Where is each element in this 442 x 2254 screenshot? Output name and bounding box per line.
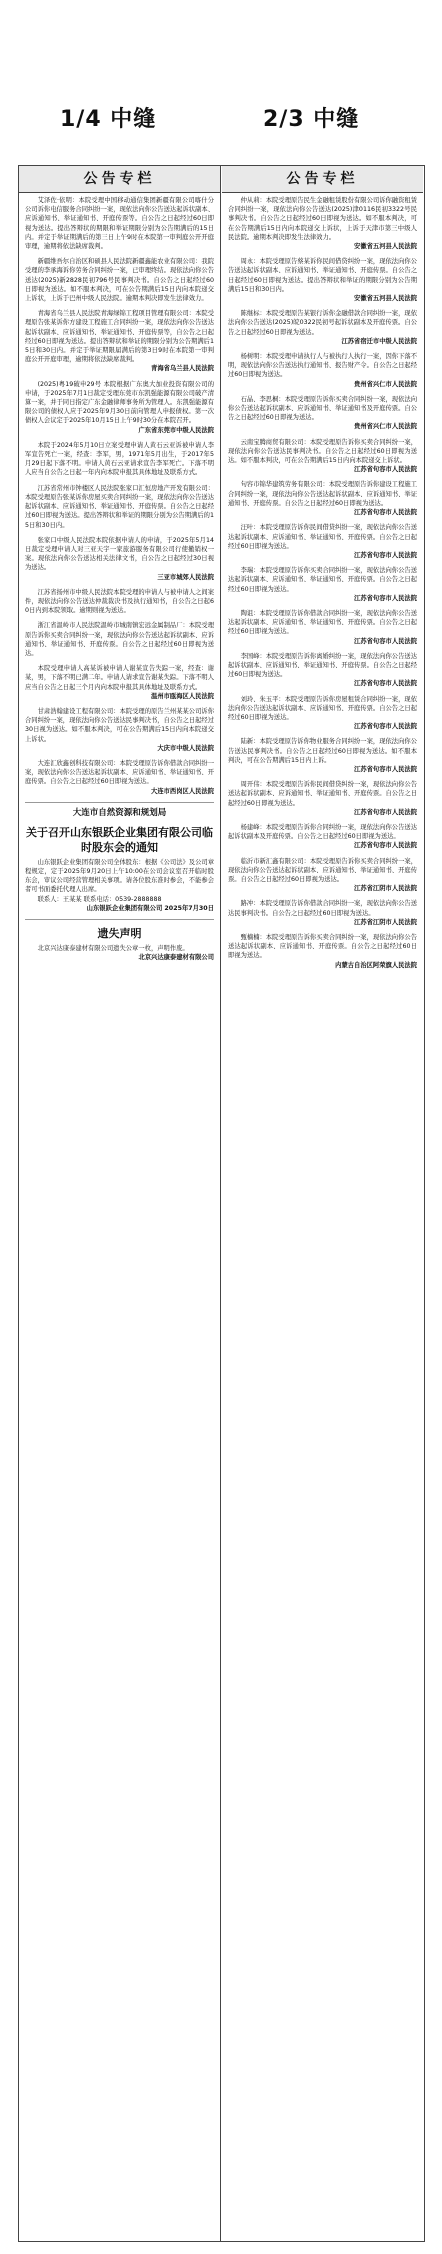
meeting-contact: 联系人：王某某 联系电话：0539-2888888 bbox=[37, 895, 162, 903]
fold-label-right: 2/3 中缝 bbox=[263, 107, 360, 132]
notice-text: (2025)粤19破申29号 本院根据广东奥大加业投资有限公司的申请，于2025年7月1日裁定受理东莞市东凯强能源有限公司破产清算一案，并于同日指定广东金融律师事务所为管理人。东凯强能源有限公司的债权人应于2025年9月30日前向管理人申报债权。第一次债权人会议定于2025年10月15日上午9时30分在本院召开。 bbox=[25, 380, 214, 425]
notice-signature: 江苏省句容市人民法院 bbox=[354, 466, 417, 474]
notice-item bbox=[228, 395, 417, 432]
lost-notice-text: 北京兴达康泰建材有限公司遗失公章一枚，声明作废。 bbox=[37, 945, 189, 952]
lost-notice-title: 遗失声明 bbox=[97, 927, 142, 940]
divider bbox=[25, 919, 214, 920]
left-notice-list bbox=[25, 196, 214, 796]
notice-signature: 温州市瓯海区人民法院 bbox=[151, 692, 214, 700]
meeting-notice bbox=[25, 858, 214, 913]
notice-item bbox=[228, 309, 417, 346]
divider bbox=[25, 802, 214, 803]
notice-text: 杨树明：本院受理申请执行人与被执行人执行一案，因你下落不明，现依法向你公告送达执行通知书、报告财产令。自公告之日起经过60日即视为送达。 bbox=[228, 353, 417, 379]
notice-item bbox=[228, 695, 417, 732]
notice-signature: 大连市西岗区人民法院 bbox=[151, 787, 214, 795]
notice-text: 张家口中级人民法院本院依据申请人的申请，于2025年5月14日裁定受理申请人对三亚天宇一家旅游服务有限公司行使撤销权一案。现依法向你公告送达相关法律文书，自公告之日起经过30日视为送达。 bbox=[25, 536, 214, 572]
notice-text: 本院受理申请人高某诉被申请人谢某宣告失踪一案，经查：谢某，男，下落不明已满二年。申请人请求宣告谢某失踪。下落不明人应当自公告之日起三个月内向本院申报其具体地址及联系方式。 bbox=[25, 665, 214, 691]
notice-text: 仲从莉：本院受理原告民生金融租赁股份有限公司诉你融资租赁合同纠纷一案，现依法向你公告送达(2025)津0116民初3322号民事判决书。自公告之日起经过60日即视为送达。如不服本判决，可在公告期满后15日内向本院递交上诉状，上诉于天津市第三中级人民法院。逾期本判决即发生法律效力。 bbox=[228, 197, 417, 241]
notice-text: 大连汇欣鑫创科技有限公司：本院受理原告诉你借款合同纠纷一案，现依法向你公告送达起诉状副本、应诉通知书、举证通知书、开庭传票。自公告之日起经过60日即视为送达。 bbox=[25, 759, 214, 786]
meeting-signature: 山东银跃企业集团有限公司 2025年7月30日 bbox=[86, 904, 214, 912]
notice-signature: 广东省东莞市中级人民法院 bbox=[138, 426, 214, 434]
notice-signature: 江苏省句容市人民法院 bbox=[354, 637, 417, 645]
notice-item bbox=[228, 480, 417, 517]
notice-text: 李瑞：本院受理原告诉你买卖合同纠纷一案，现依法向你公告送达起诉状副本、应诉通知书、举证通知书、开庭传票。自公告之日起经过60日即视为送达。 bbox=[228, 567, 417, 593]
notice-text: 陆新：本院受理原告诉你物业服务合同纠纷一案，现依法向你公告送达民事判决书。自公告之日起经过60日即视为送达。如不服本判决，可在公告期满后15日内上诉。 bbox=[228, 738, 417, 764]
right-notices bbox=[222, 193, 423, 970]
notice-text: 刘玲、朱玉平：本院受理原告诉你房屋租赁合同纠纷一案，现依法向你公告送达起诉状副本、应诉通知书、开庭传票。自公告之日起经过60日即视为送达。 bbox=[228, 695, 417, 721]
notice-text: 艾泽佐·依明：本院受理中国移动通信集团新疆有限公司喀什分公司诉你电信服务合同纠纷一案，现依法向你公告送达起诉状副本、应诉通知书、举证通知书、开庭传票等。自公告之日起经过60日即视为送达。提出答辩状的期限和举证期限分别为公告期满后的15日内。并定于举证期满后的第三日上午9时在本院第一审判庭公开开庭审理，逾期将依法缺席裁判。 bbox=[25, 197, 214, 251]
left-column bbox=[19, 166, 221, 2241]
notice-item bbox=[25, 536, 214, 582]
notice-item bbox=[228, 933, 417, 970]
notice-signature: 江苏省宿迁市中级人民法院 bbox=[341, 337, 417, 345]
notice-item bbox=[228, 566, 417, 603]
notice-item bbox=[228, 857, 417, 894]
right-column bbox=[222, 166, 423, 2241]
notice-item bbox=[228, 438, 417, 475]
fold-label-left: 1/4 中缝 bbox=[60, 107, 157, 132]
notice-item bbox=[228, 352, 417, 389]
notice-text: 陈继标：本院受理原告某银行诉你金融借款合同纠纷一案，现依法向你公告送达(2025)皖0322民初号起诉状副本及开庭传票。自公告之日起经过60日即视为送达。 bbox=[228, 310, 417, 336]
notice-text: 江苏省常州市钟楼区人民法院张家口汇恒房地产开发有限公司：本院受理原告张某诉你房屋买卖合同纠纷一案，现依法向你公告送达起诉状副本、应诉通知书、举证通知书、开庭传票。自公告之日起经过60日即视为送达。提出答辩状和举证的期限分别为公告期满后的15日和30日内。 bbox=[25, 484, 214, 529]
notice-text: 路冲：本院受理原告诉你借款合同纠纷一案，现依法向你公告送达民事判决书。自公告之日起经过60日即视为送达。 bbox=[228, 900, 417, 917]
notice-item bbox=[25, 380, 214, 435]
notice-item bbox=[25, 441, 214, 478]
notice-signature: 安徽省五河县人民法院 bbox=[354, 295, 417, 303]
banner-right: 公告专栏 bbox=[222, 166, 423, 193]
notice-item bbox=[228, 737, 417, 774]
notice-item bbox=[25, 759, 214, 796]
notice-text: 汪叶：本院受理原告诉你民间借贷纠纷一案，现依法向你公告送达起诉状副本、应诉通知书、举证通知书、开庭传票。自公告之日起经过60日即视为送达。 bbox=[228, 524, 417, 550]
notice-item bbox=[25, 664, 214, 701]
notice-text: 浙江省温岭市人民法院温岭市城南镇宏远金属制品厂：本院受理原告诉你买卖合同纠纷一案，现依法向你公告送达起诉状副本、应诉通知书、举证通知书、开庭传票。自公告之日起经过60日即视为送达。 bbox=[25, 622, 214, 657]
notice-text: 甘肃浩翰建设工程有限公司：本院受理的原告兰州某某公司诉你合同纠纷一案，现依法向你公告送达民事判决书，自公告之日起经过30日视为送达。如不服本判决，可在公告期满后15日内向本院递交上诉状。 bbox=[25, 707, 214, 743]
notice-signature: 江苏省句容市人民法院 bbox=[354, 680, 417, 688]
notice-signature: 江苏省句容市人民法院 bbox=[354, 808, 417, 816]
notice-item bbox=[25, 196, 214, 251]
notice-text: 李国峰：本院受理原告诉你离婚纠纷一案，现依法向你公告送达起诉状副本、应诉通知书、举证通知书、开庭传票。自公告之日起经过60日即视为送达。 bbox=[228, 652, 417, 679]
notice-item bbox=[25, 257, 214, 303]
headline-org: 大连市自然资源和规划局 bbox=[72, 807, 167, 818]
notice-text: 陶诅：本院受理原告诉你借款合同纠纷一案，现依法向你公告送达起诉状副本、应诉通知书、举证通知书、开庭传票。自公告之日起经过60日即视为送达。 bbox=[228, 609, 417, 636]
notice-signature: 江苏省句容市人民法院 bbox=[354, 551, 417, 559]
notice-text: 青海省乌兰县人民法院青海绿锦工程项目管理有限公司：本院受理原告张某诉你方建设工程施工合同纠纷一案，现依法向你公告送达起诉状副本、应诉通知书、举证通知书、开庭传票等，自公告之日起经过60日即视为送达。提出答辩状和举证的期限分别为公告期满后15日和30日内。并定于举证期限届满后的第3日9时在本院第一审判庭公开开庭审理，逾期将依法缺席裁判。 bbox=[25, 310, 214, 364]
notice-text: 句容市锦华建筑劳务有限公司：本院受理原告诉你建设工程施工合同纠纷一案，现依法向你公告送达起诉状副本、应诉通知书、举证通知书、开庭传票。自公告之日起经过60日即视为送达。 bbox=[228, 481, 417, 507]
notice-item bbox=[228, 652, 417, 689]
notice-item bbox=[228, 823, 417, 851]
left-notices bbox=[19, 193, 220, 962]
lost-notice-signature: 北京兴达康泰建材有限公司 bbox=[138, 954, 214, 962]
lost-notice bbox=[25, 944, 214, 962]
notice-signature: 江苏省江阴市人民法院 bbox=[354, 918, 417, 926]
banner-left: 公告专栏 bbox=[19, 166, 220, 193]
notice-signature: 青海省乌兰县人民法院 bbox=[151, 365, 214, 373]
notice-text: 云南宝腾商贸有限公司：本院受理原告诉你买卖合同纠纷一案，现依法向你公告送达民事判决书。自公告之日起经过60日即视为送达。如不服本判决，可在公告期满后15日内向本院递交上诉状。 bbox=[228, 438, 417, 465]
notice-item bbox=[228, 609, 417, 646]
notice-item bbox=[25, 588, 214, 616]
notice-item bbox=[228, 899, 417, 927]
notice-text: 石晶、李思桐：本院受理原告诉你买卖合同纠纷一案，现依法向你公告送达起诉状副本、应诉通知书、举证通知书及开庭传票。自公告之日起经过60日即视为送达。 bbox=[228, 395, 417, 422]
notice-text: 本院于2024年5月10日立案受理申请人黄石云亚诉被申请人李军宣告死亡一案，经查：李军，男，1971年5月出生，于2017年5月29日起下落不明。申请人黄石云亚请求宣告李军死亡。下落不明人应当自公告之日起一年内向本院申报其具体地址及联系方式。 bbox=[25, 441, 214, 477]
notice-item bbox=[228, 780, 417, 817]
notice-item bbox=[228, 523, 417, 560]
notice-item bbox=[25, 484, 214, 530]
notice-signature: 贵州省兴仁市人民法院 bbox=[354, 380, 417, 388]
notice-item bbox=[25, 621, 214, 658]
notice-signature: 大庆市中级人民法院 bbox=[157, 744, 214, 752]
right-notice-list bbox=[228, 196, 417, 970]
notice-item bbox=[228, 196, 417, 251]
notice-text: 周永：本院受理原告蔡某诉你民间借贷纠纷一案，现依法向你公告送达起诉状副本、应诉通知书、举证通知书、开庭传票。自公告之日起经过60日即视为送达。提出答辩状和举证的期限分别为公告期满后15日和30日内。 bbox=[228, 258, 417, 293]
notice-item bbox=[25, 309, 214, 373]
notice-signature: 江苏省句容市人民法院 bbox=[354, 723, 417, 731]
notice-signature: 三亚市城郊人民法院 bbox=[157, 573, 214, 581]
notice-signature: 江苏省句容市人民法院 bbox=[354, 594, 417, 602]
notice-signature: 江苏省江阴市人民法院 bbox=[354, 885, 417, 893]
notice-signature: 安徽省五河县人民法院 bbox=[354, 243, 417, 251]
notice-item bbox=[25, 707, 214, 753]
announcement-sheet bbox=[18, 165, 425, 2242]
notice-text: 杨建峰：本院受理原告诉你合同纠纷一案，现依法向你公告送达起诉状副本及开庭传票。自公告之日起经过60日即视为送达。 bbox=[228, 823, 417, 841]
notice-text: 新疆维吾尔自治区和硕县人民法院新疆鑫能农业有限公司：我院受理的李承海诉你劳务合同纠纷一案，已审理终结。现依法向你公告送达(2025)新2828民初796号民事判决书。自公告之日起经过60日即视为送达。如不服本判决，可在公告期满后15日内向本院递交上诉状，上诉于巴州中级人民法院。逾期本判决即发生法律效力。 bbox=[25, 258, 214, 303]
meeting-headline: 关于召开山东银跃企业集团有限公司临时股东会的通知 bbox=[26, 825, 213, 854]
notice-text: 江苏省扬州市中级人民法院本院受理的申请人与被申请人之间案件，现依法向你公告送达仲裁裁决书及执行通知书，自公告之日起60日内到本院领取。逾期则视为送达。 bbox=[25, 588, 214, 615]
notice-signature: 江苏省句容市人民法院 bbox=[354, 509, 417, 517]
notice-signature: 江苏省句容市人民法院 bbox=[354, 842, 417, 850]
notice-signature: 内蒙古自治区阿荣旗人民法院 bbox=[335, 961, 417, 969]
meeting-text: 山东银跃企业集团有限公司全体股东：根据《公司法》及公司章程规定，定于2025年9月20日上午10:00在公司会议室召开临时股东会，审议公司经营管理相关事项。请各位股东准时参会，不能参会者可书面委托代理人出席。 bbox=[25, 858, 214, 894]
notice-signature: 贵州省兴仁市人民法院 bbox=[354, 423, 417, 431]
notice-text: 周开伟：本院受理原告诉你民间借贷纠纷一案，现依法向你公告送达起诉状副本、应诉通知书、举证通知书、开庭传票。自公告之日起经过60日即视为送达。 bbox=[228, 781, 417, 807]
notice-signature: 江苏省句容市人民法院 bbox=[354, 765, 417, 773]
notice-item bbox=[228, 257, 417, 303]
notice-text: 临沂市新汇鑫有限公司：本院受理原告诉你买卖合同纠纷一案，现依法向你公告送达起诉状副本、应诉通知书、举证通知书、开庭传票。自公告之日起经过60日即视为送达。 bbox=[228, 857, 417, 883]
notice-text: 甄楠楠：本院受理原告诉你买卖合同纠纷一案，现依法向你公告送达起诉状副本、应诉通知书、开庭传票。自公告之日起经过60日即视为送达。 bbox=[228, 934, 417, 960]
